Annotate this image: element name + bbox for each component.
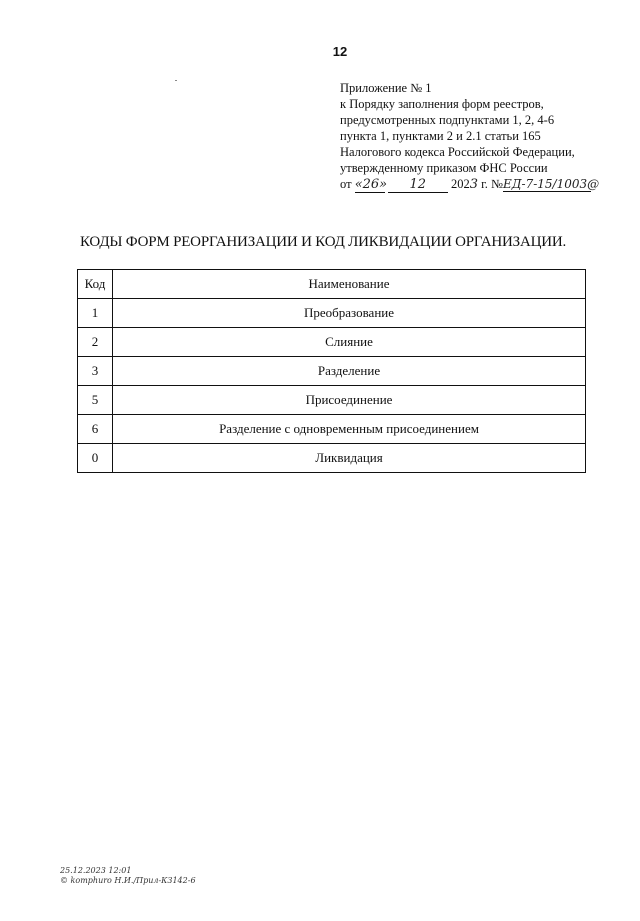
appendix-line: пункта 1, пунктами 2 и 2.1 статьи 165 <box>340 129 541 143</box>
footer-timestamp: 25.12.2023 12:01 <box>60 866 132 875</box>
order-number: ЕД-7-15/1003@ <box>503 177 600 191</box>
row-code: 1 <box>78 299 113 328</box>
table-row <box>78 386 586 415</box>
row-name: Ликвидация <box>113 444 586 473</box>
order-date-line <box>340 176 630 193</box>
order-month-field <box>388 177 448 193</box>
order-month: 12 <box>409 177 427 192</box>
appendix-line: утвержденному приказом ФНС России <box>340 161 548 175</box>
appendix-line: к Порядку заполнения форм реестров, <box>340 97 544 111</box>
page-number: 12 <box>332 44 348 59</box>
row-code: 6 <box>78 415 113 444</box>
order-year-suffix: г. № <box>481 177 503 191</box>
row-name: Слияние <box>113 328 586 357</box>
header-code: Код <box>78 270 113 299</box>
header-name: Наименование <box>113 270 586 299</box>
appendix-block <box>340 80 630 193</box>
table-row <box>78 415 586 444</box>
row-name: Преобразование <box>113 299 586 328</box>
row-code: 2 <box>78 328 113 357</box>
table-row <box>78 357 586 386</box>
table-row <box>78 328 586 357</box>
footer-file-ref: © komphuro Н.И./Прил-К3142-6 <box>60 876 196 885</box>
scan-speck <box>175 80 177 81</box>
document-title: КОДЫ ФОРМ РЕОРГАНИЗАЦИИ И КОД ЛИКВИДАЦИИ ОРГАНИЗАЦИИ. <box>80 234 567 250</box>
row-name: Присоединение <box>113 386 586 415</box>
table-header-row <box>78 270 586 299</box>
row-name: Разделение <box>113 357 586 386</box>
appendix-line: предусмотренных подпунктами 1, 2, 4-6 <box>340 113 555 127</box>
order-day-field <box>354 177 388 193</box>
appendix-line: Налогового кодекса Российской Федерации, <box>340 145 575 159</box>
footer-stamp <box>60 866 196 886</box>
row-name: Разделение с одновременным присоединением <box>113 415 586 444</box>
appendix-line: Приложение № 1 <box>340 81 432 95</box>
order-prefix: от <box>340 177 352 191</box>
row-code: 5 <box>78 386 113 415</box>
codes-table <box>77 269 586 473</box>
order-day: «26» <box>354 177 388 192</box>
order-number-field <box>503 177 600 192</box>
row-code: 3 <box>78 357 113 386</box>
order-year-prefix: 202 <box>450 177 470 191</box>
order-year-digit: 3 <box>469 177 478 192</box>
table-row <box>78 299 586 328</box>
table-row <box>78 444 586 473</box>
row-code: 0 <box>78 444 113 473</box>
